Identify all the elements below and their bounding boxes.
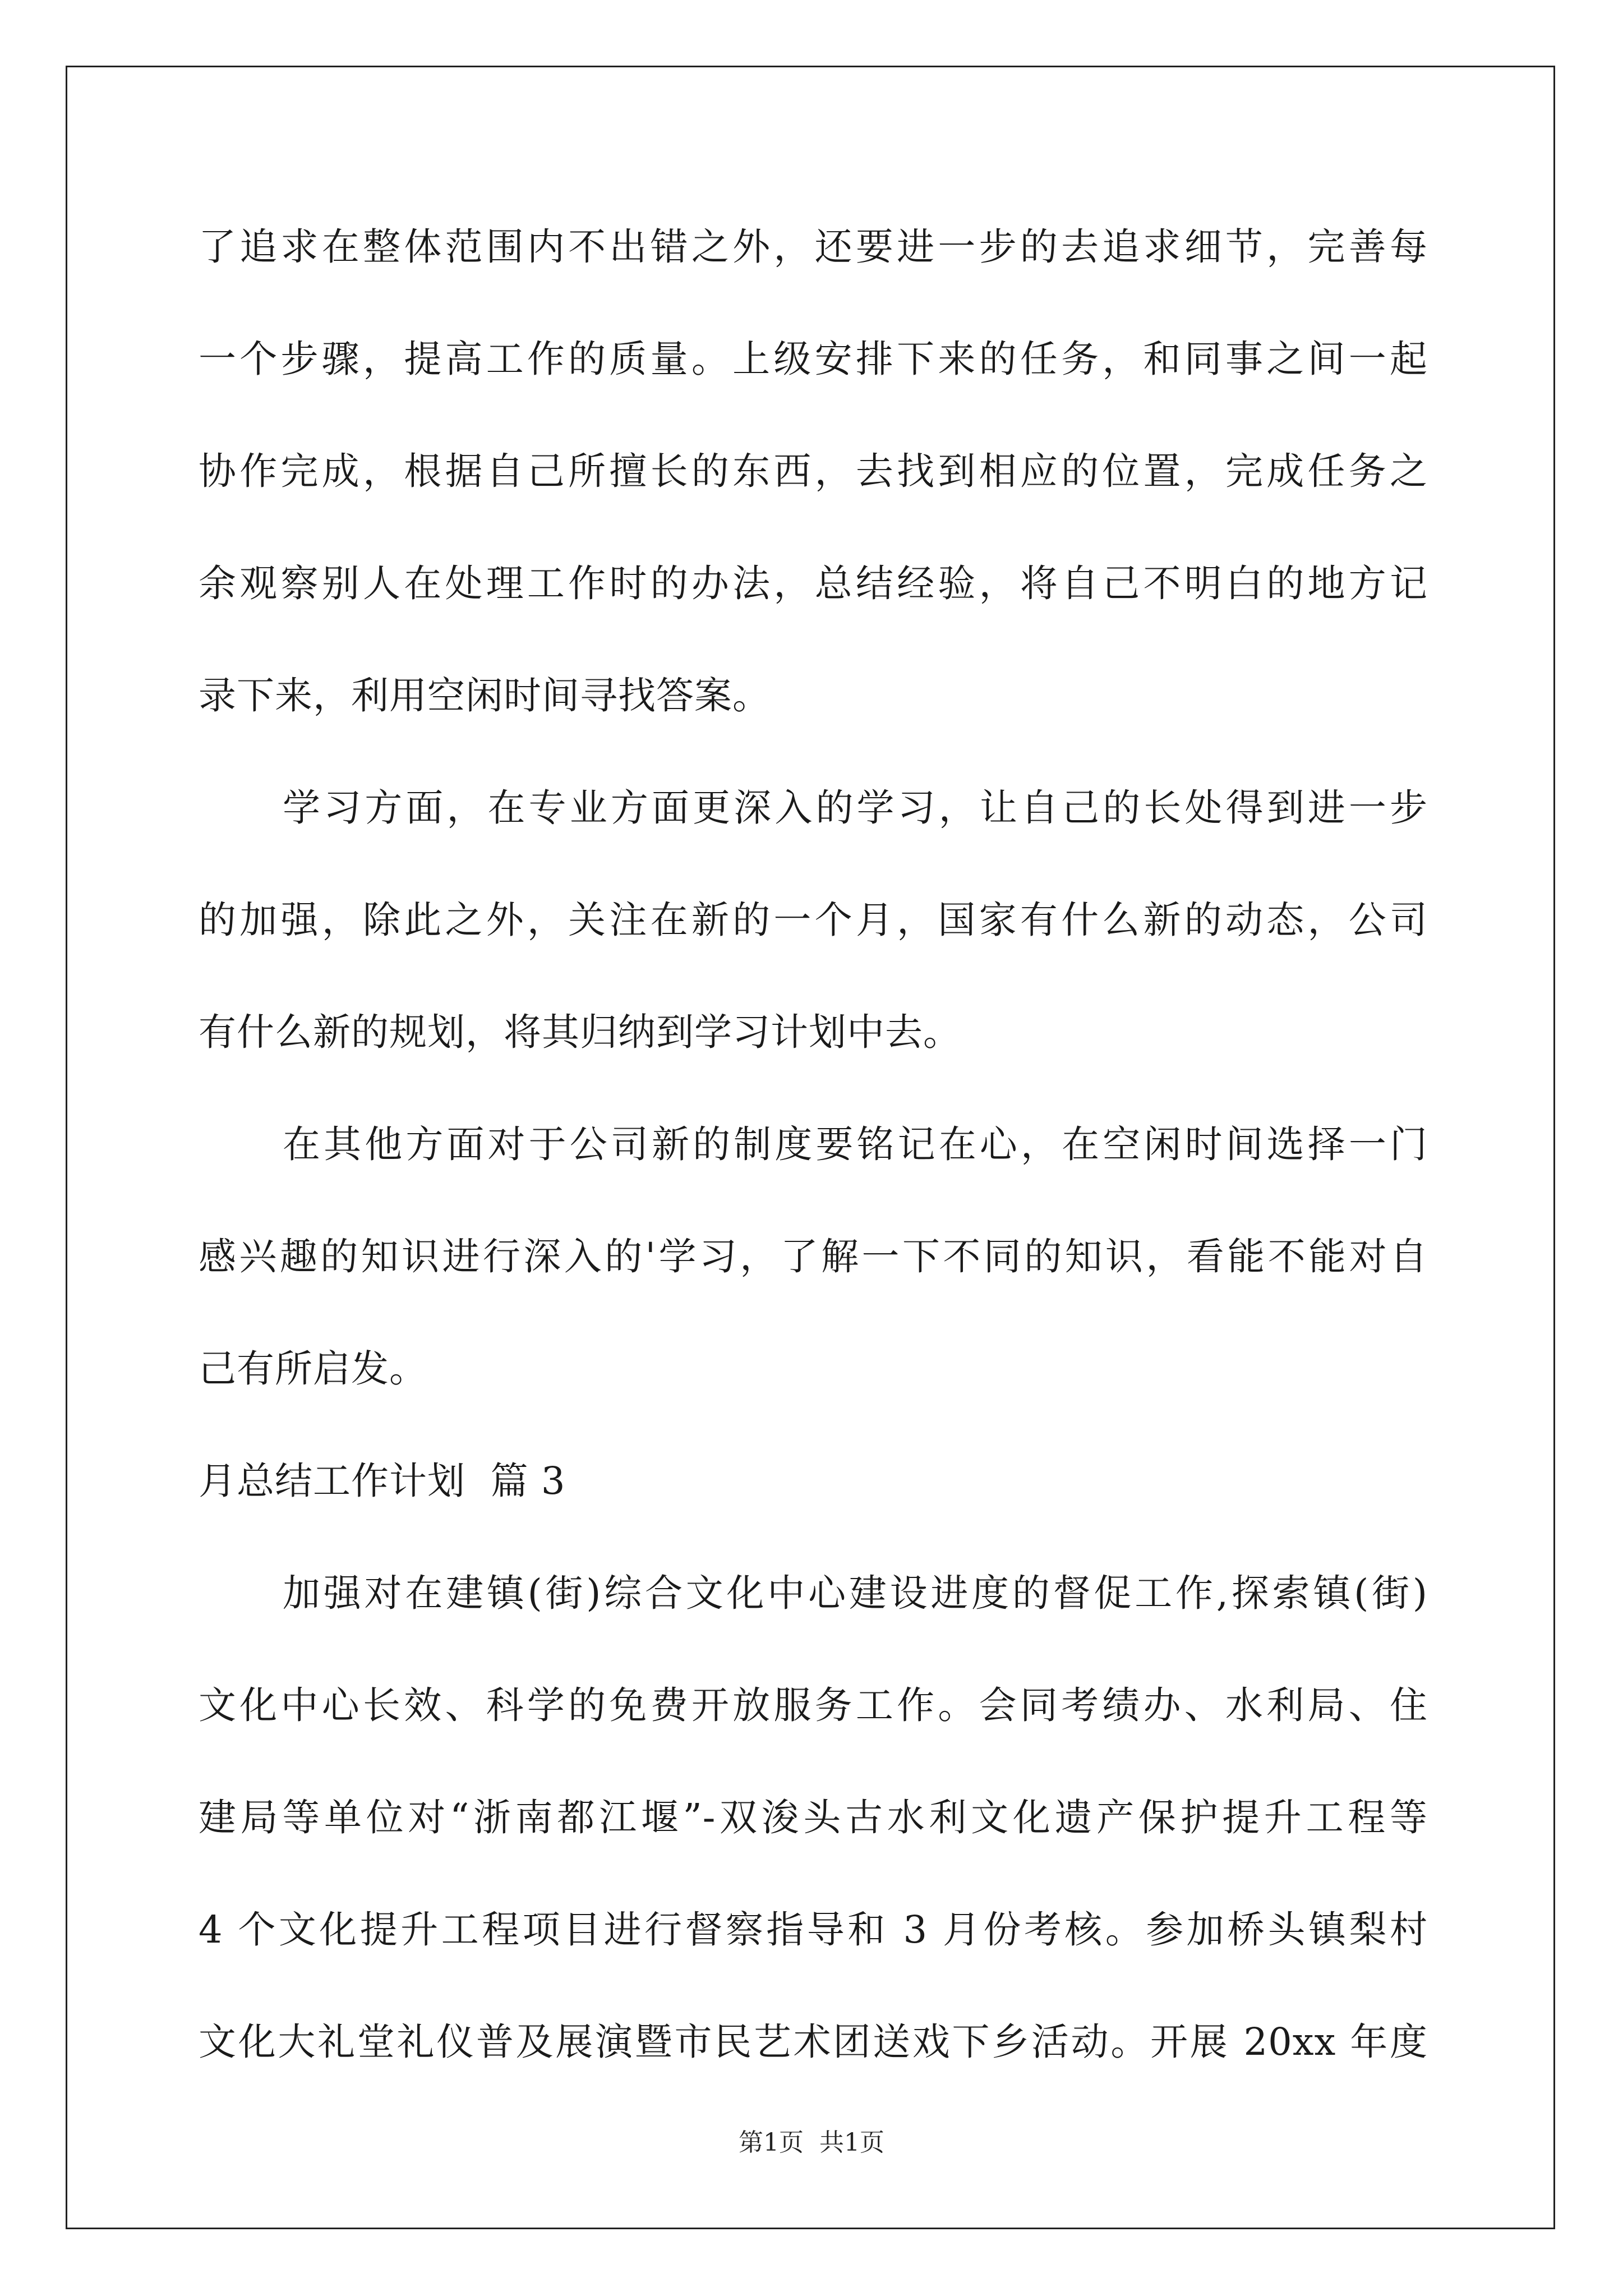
text-line: 的加强，除此之外，关注在新的一个月，国家有什么新的动态，公司 xyxy=(199,898,1428,942)
text-line: 4 个文化提升工程项目进行督察指导和 3 月份考核。参加桥头镇梨村 xyxy=(199,1908,1428,1952)
text-line: 余观察别人在处理工作时的办法，总结经验，将自己不明白的地方记 xyxy=(199,562,1428,605)
paragraph-first-line: 加强对在建镇(街)综合文化中心建设进度的督促工作,探索镇(街) xyxy=(283,1571,1428,1615)
text-line: 协作完成，根据自己所擅长的东西，去找到相应的位置，完成任务之 xyxy=(199,449,1428,493)
text-line: 感兴趣的知识进行深入的'学习，了解一下不同的知识，看能不能对自 xyxy=(199,1235,1428,1278)
text-line: 文化中心长效、科学的免费开放服务工作。会同考绩办、水利局、住 xyxy=(199,1683,1428,1727)
text-line: 录下来，利用空闲时间寻找答案。 xyxy=(199,674,771,717)
section-heading: 月总结工作计划 篇 3 xyxy=(199,1459,566,1503)
text-line: 建局等单位对“浙南都江堰”-双浚头古水利文化遗产保护提升工程等 xyxy=(199,1796,1428,1839)
text-line: 一个步骤，提高工作的质量。上级安排下来的任务，和同事之间一起 xyxy=(199,337,1428,381)
text-line: 己有所启发。 xyxy=(199,1347,427,1391)
text-line: 了追求在整体范围内不出错之外，还要进一步的去追求细节，完善每 xyxy=(199,225,1428,269)
text-line: 文化大礼堂礼仪普及展演暨市民艺术团送戏下乡活动。开展 20xx 年度 xyxy=(199,2020,1428,2064)
paragraph-first-line: 学习方面，在专业方面更深入的学习，让自己的长处得到进一步 xyxy=(283,786,1428,830)
paragraph-first-line: 在其他方面对于公司新的制度要铭记在心，在空闲时间选择一门 xyxy=(283,1122,1428,1166)
text-line: 有什么新的规划，将其归纳到学习计划中去。 xyxy=(199,1010,961,1054)
page-number-footer: 第1页 共1页 xyxy=(739,2128,884,2157)
